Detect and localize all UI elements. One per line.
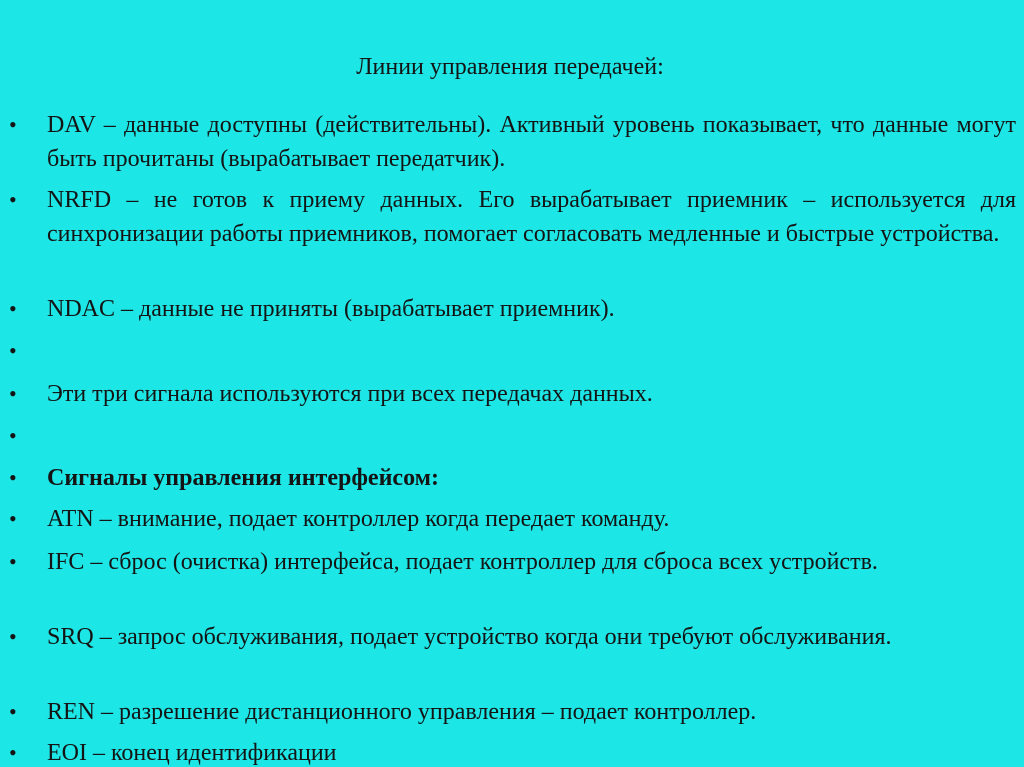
bullet-icon: •	[9, 423, 17, 448]
section-heading-interface-signals: Сигналы управления интерфейсом:	[47, 465, 439, 491]
bullet-icon: •	[9, 338, 17, 363]
bullet-icon: •	[9, 296, 17, 321]
bullet-icon: •	[9, 506, 17, 531]
list-item-ifc: IFC – сброс (очистка) интерфейса, подает контроллер для сброса всех устройств.	[47, 549, 878, 575]
bullet-icon: •	[9, 699, 17, 724]
list-item-atn: ATN – внимание, подает контроллер когда передает команду.	[47, 506, 670, 532]
list-item-ndac: NDAC – данные не приняты (вырабатывает приемник).	[47, 296, 615, 322]
bullet-icon: •	[9, 740, 17, 765]
bullet-icon: •	[9, 624, 17, 649]
bullet-icon: •	[9, 549, 17, 574]
list-item-dav: DAV – данные доступны (действительны). Активный уровень показывает, что данные могут быть прочитаны (вырабатывает передатчик).	[47, 112, 1016, 172]
list-item-ren: REN – разрешение дистанционного управления – подает контроллер.	[47, 699, 757, 725]
bullet-icon: •	[9, 187, 17, 212]
list-item-summary: Эти три сигнала используются при всех передачах данных.	[47, 381, 653, 407]
slide-title-text: Линии управления передачей:	[356, 54, 664, 80]
bullet-icon: •	[9, 465, 17, 490]
bullet-icon: •	[9, 381, 17, 406]
list-item-srq: SRQ – запрос обслуживания, подает устройство когда они требуют обслуживания.	[47, 624, 892, 650]
bullet-icon: •	[9, 112, 17, 137]
list-item-nrfd: NRFD – не готов к приему данных. Его вырабатывает приемник – используется для синхронизации работы приемников, помогает согласовать медленные и быстрые устройства.	[47, 187, 1016, 247]
slide-title	[0, 50, 1024, 84]
list-item-eoi: EOI – конец идентификации	[47, 740, 337, 766]
